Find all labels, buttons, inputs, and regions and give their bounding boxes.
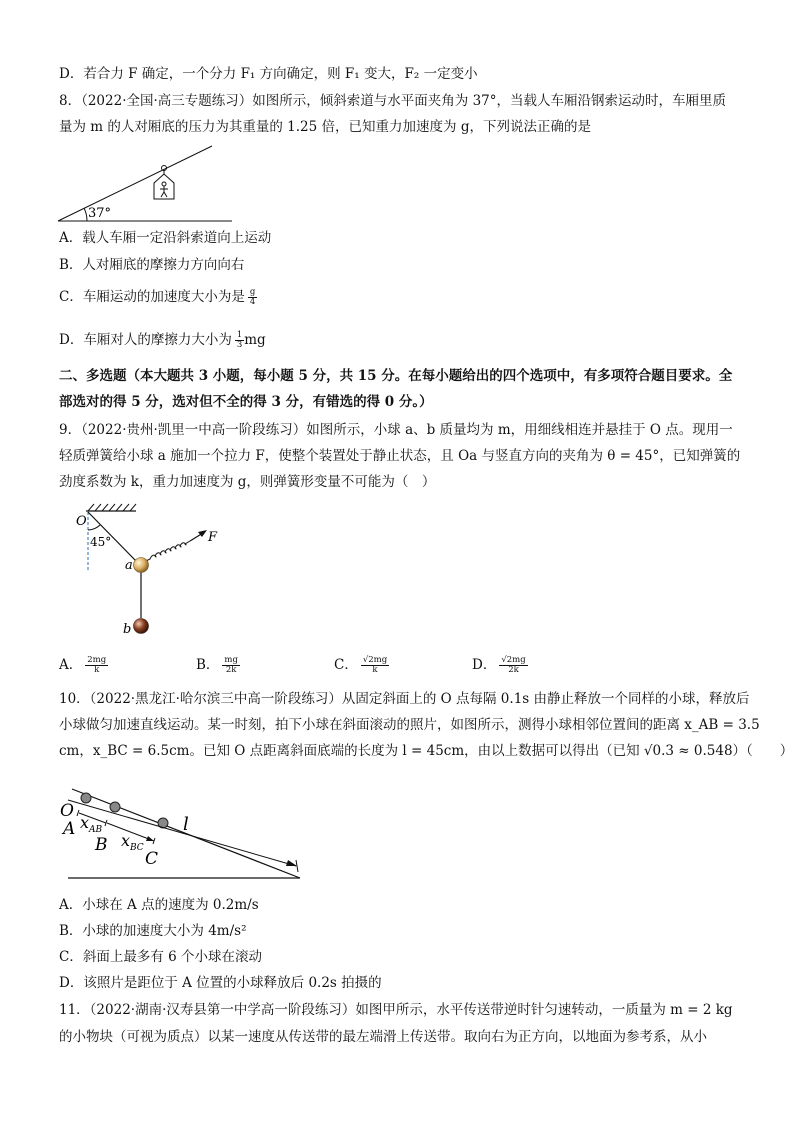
q8-angle-label: 37°: [88, 206, 112, 221]
dim-l-arrowhead: [286, 860, 297, 866]
label-A: A: [63, 819, 76, 839]
label-b: b: [123, 622, 132, 637]
section2-heading-line1: 二、多选题（本大题共 3 小题，每小题 5 分，共 15 分。在每小题给出的四个选项中，有多项符合题目要求。全: [59, 368, 733, 384]
q9-option-a: A． $\frac{2mg}{k}$: [59, 655, 107, 675]
label-O: O: [60, 801, 74, 821]
q8-option-c: C．车厢运动的加速度大小为是 $\frac{g}{4}$: [59, 287, 256, 307]
dim-l: [68, 800, 296, 866]
tick-A: [77, 810, 79, 816]
label-O: O: [76, 514, 87, 529]
label-F: F: [208, 530, 218, 545]
q10-stem-line1: 10．（2022·黑龙江·哈尔滨三中高一阶段练习）从固定斜面上的 O 点每隔 0.1s 由静止释放一个同样的小球，释放后: [59, 691, 750, 707]
q8-option-c-fraction: $\frac{g}{4}$: [249, 287, 256, 307]
q9-option-b: B． $\frac{mg}{2k}$: [196, 655, 238, 675]
q9-option-d: D． $\frac{√2mg}{2k}$: [472, 655, 526, 675]
q9-stem-line1: 9．（2022·贵州·凯里一中高一阶段练习）如图所示，小球 a、b 质量均为 m，用细线相连并悬挂于 O 点。现用一: [59, 422, 733, 438]
q11-stem-line1: 11．（2022·湖南·汉寿县第一中学高一阶段练习）如图甲所示，水平传送带逆时针匀速转动，一质量为 m = 2 kg: [59, 1002, 733, 1018]
label-xAB: $x_{AB}$: [80, 813, 103, 835]
q8-option-a: A．载人车厢一定沿斜索道向上运动: [59, 230, 272, 246]
q10-option-b: B．小球的加速度大小为 4m/s²: [59, 923, 247, 939]
q7-option-d: D．若合力 F 确定，一个分力 F₁ 方向确定，则 F₁ 变大，F₂ 一定变小: [59, 66, 478, 82]
q10-option-c: C．斜面上最多有 6 个小球在滚动: [59, 949, 263, 965]
q8-option-b: B．人对厢底的摩擦力方向向右: [59, 257, 245, 273]
dim-bc: [107, 823, 154, 841]
q8-stem-line2: 量为 m 的人对厢底的压力为其重量的 1.25 倍，已知重力加速度为 g，下列说法正确的是: [59, 119, 591, 135]
label-xBC: $x_{BC}$: [121, 831, 144, 853]
label-a: a: [125, 558, 133, 573]
section2-heading-line2: 部选对的得 5 分，选对但不全的得 3 分，有错选的得 0 分。）: [59, 394, 433, 410]
label-C: C: [145, 849, 159, 869]
label-45: 45°: [90, 535, 112, 549]
q9-option-c: C． $\frac{√2mg}{k}$: [334, 655, 388, 675]
ball-B: [110, 802, 120, 812]
label-B: B: [95, 835, 108, 855]
q8-stem-line1: 8．（2022·全国·高三专题练习）如图所示，倾斜索道与水平面夹角为 37°，当载人车厢沿钢索运动时，车厢里质: [59, 93, 726, 109]
q8-option-d-fraction: $\frac{1}{3}$: [236, 330, 243, 350]
label-l: l: [183, 814, 189, 835]
q10-stem-line3: cm，x_BC = 6.5cm。已知 O 点距离斜面底端的长度为 l = 45cm，由以上数据可以得出（已知 √0.3 ≈ 0.548）（ ）: [59, 743, 794, 759]
q9-stem-line3: 劲度系数为 k，重力加速度为 g，则弹簧形变量不可能为（ ）: [59, 474, 436, 490]
q8-option-d: D．车厢对人的摩擦力大小为 $\frac{1}{3}$ mg: [59, 330, 266, 350]
q10-stem-line2: 小球做匀加速直线运动。某一时刻，拍下小球在斜面滚动的照片，如图所示，测得小球相邻位置间的距离 x_AB = 3.5: [59, 717, 760, 733]
q9-stem-line2: 轻质弹簧给小球 a 施加一个拉力 F，使整个装置处于静止状态，且 Oa 与竖直方向的夹角为 θ = 45°，已知弹簧的: [59, 448, 741, 464]
q10-option-a: A．小球在 A 点的速度为 0.2m/s: [59, 897, 259, 913]
ball-A: [81, 793, 91, 803]
q10-option-d: D．该照片是距位于 A 位置的小球释放后 0.2s 拍摄的: [59, 975, 382, 991]
q11-stem-line2: 的小物块（可视为质点）以某一速度从传送带的最左端滑上传送带。取向右为正方向，以地面为参考系，从小: [59, 1029, 707, 1045]
